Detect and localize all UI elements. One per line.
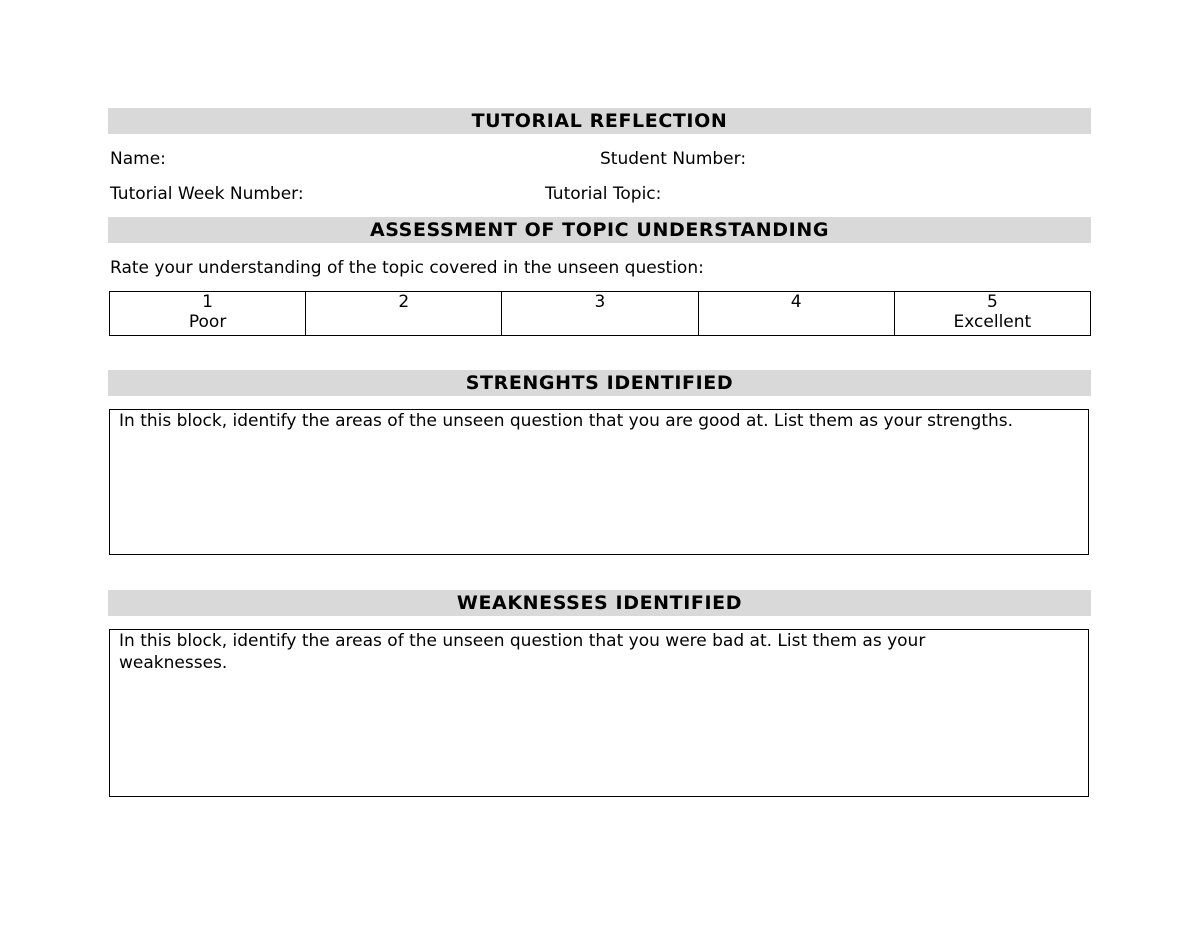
tutorial-week-label: Tutorial Week Number:: [110, 184, 304, 204]
strengths-instructions: In this block, identify the areas of the unseen question that you are good at. List them as your strengths.: [119, 411, 1014, 431]
rating-number: 5: [986, 292, 998, 312]
rating-option-1[interactable]: [110, 292, 306, 336]
name-label: Name:: [110, 149, 166, 169]
rating-label: Poor: [188, 312, 227, 332]
rating-scale: [109, 291, 1091, 336]
student-number-label: Student Number:: [600, 149, 747, 169]
rating-prompt: Rate your understanding of the topic covered in the unseen question:: [110, 258, 704, 278]
rating-number: 4: [790, 292, 802, 312]
weaknesses-instructions: In this block, identify the areas of the unseen question that you were bad at. List them as your weaknesses.: [119, 631, 926, 673]
rating-number: 1: [202, 292, 213, 312]
rating-number: 3: [594, 292, 606, 312]
assessment-heading: ASSESSMENT OF TOPIC UNDERSTANDING: [108, 217, 1091, 243]
rating-option-3[interactable]: [502, 292, 698, 336]
tutorial-topic-label: Tutorial Topic:: [545, 184, 662, 204]
weaknesses-heading: WEAKNESSES IDENTIFIED: [108, 590, 1091, 616]
rating-option-2[interactable]: [306, 292, 502, 336]
weaknesses-box[interactable]: [109, 629, 1089, 797]
rating-option-5[interactable]: [894, 292, 1090, 336]
page-title: TUTORIAL REFLECTION: [108, 108, 1091, 134]
rating-label: Excellent: [953, 312, 1032, 332]
rating-number: 2: [398, 292, 410, 312]
rating-option-4[interactable]: [698, 292, 894, 336]
strengths-box[interactable]: [109, 409, 1089, 555]
strengths-heading: STRENGHTS IDENTIFIED: [108, 370, 1091, 396]
